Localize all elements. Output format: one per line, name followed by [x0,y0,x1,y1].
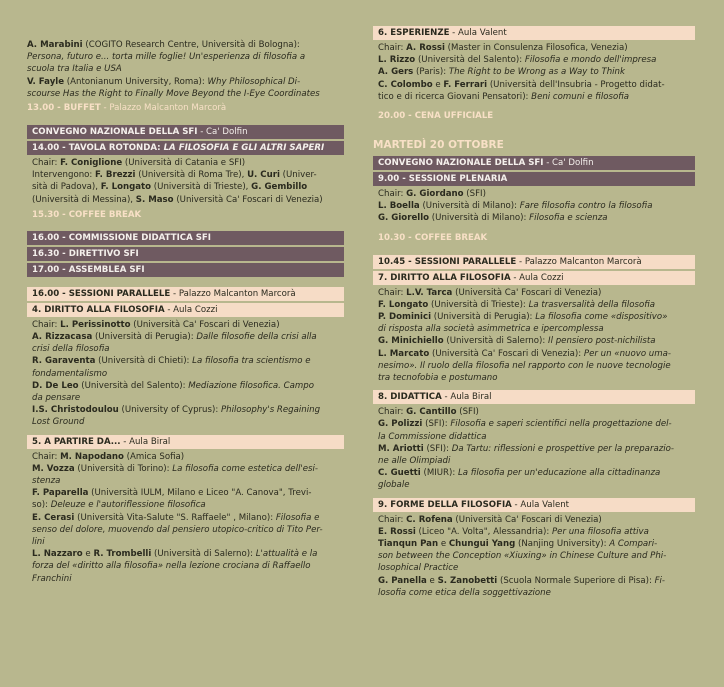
session-7-bar: 7. DIRITTO ALLA FILOSOFIA - Aula Cozzi [373,271,695,287]
sessioni-parallele-bar: 16.00 - SESSIONI PARALLELE - Palazzo Malcanton Marcorà [27,287,344,303]
sessioni-parallele-bar-2: 10.45 - SESSIONI PARALLELE - Palazzo Malcanton Marcorà [373,255,695,271]
commissione-bar: 16.00 - COMMISSIONE DIDATTICA SFI [27,231,344,247]
session-6-body: Chair: A. Rossi (Master in Consulenza Filosofica, Venezia) L. Rizzo (Università del Salento): Filosofia e mondo dell'impresa A. Gers (Paris): The Right to be Wrong as a Way to Think C. Colombo e F. Ferrari (Università dell'Insubria - Progetto didat- tico e di ricerca Giovani Pensatori): Beni comuni e filosofia 20.00 - CENA UFFICIALE [373,42,695,122]
plenaria-bar: 9.00 - SESSIONE PLENARIA [373,172,695,188]
tavola-rotonda-bar: 14.00 - TAVOLA ROTONDA: LA FILOSOFIA E GLI ALTRI SAPERI [27,141,344,157]
right-column [373,0,695,599]
session-6-bar: 6. ESPERIENZE - Aula Valent [373,26,695,42]
convegno-bar: CONVEGNO NAZIONALE DELLA SFI - Ca' Dolfin [27,125,344,141]
session-8-body: Chair: G. Cantillo (SFI) G. Polizzi (SFI): Filosofia e saperi scientifici nella progettazione del- la Commissione didattica M. Ariotti (SFI): Da Tartu: riflessioni e prospettive per la preparazio- ne alle Olimpiadi C. Guetti (MIUR): La filosofia per un'educazione alla cittadinanza globale [378,407,675,491]
convegno-bar-2: CONVEGNO NAZIONALE DELLA SFI - Ca' Dolfin [373,156,695,172]
coffee-break-1: 15.30 - COFFEE BREAK [32,209,142,220]
date-heading: MARTEDÌ 20 OTTOBRE [373,139,504,152]
direttivo-bar: 16.30 - DIRETTIVO SFI [27,247,344,263]
coffee-break-2: 10.30 - COFFEE BREAK [378,232,488,243]
plenaria-body: Chair: G. Giordano (SFI) L. Boella (Università di Milano): Fare filosofia contro la filosofia G. Giorello (Università di Milano): Filosofia e scienza 10.30 - COFFEE BREAK [373,188,695,244]
session-5-body: Chair: M. Napodano (Amica Sofia) M. Vozza (Università di Torino): La filosofia come estetica dell'esi- stenza F. Paparella (Università IULM, Milano e Liceo "A. Canova", Trevi- so): Deleuze e l'autoriflessione filosofica E. Cerasi (Università Vita-Salute "S. Raffaele" , Milano): Filosofia e senso del dolore, muovendo dal pensiero utopico-critico di Tito Per- lini L. Nazzaro e R. Trombelli (Università di Salerno): L'attualità e la forza del «diritto alla filosofia» nella lezione crociana di Raffaello Franchini [32,451,323,584]
buffet: 13.00 - BUFFET - Palazzo Malcanton Marcorà [27,103,227,114]
assemblea-bar: 17.00 - ASSEMBLEA SFI [27,263,344,279]
session-8-bar: 8. DIDATTICA - Aula Biral [373,390,695,406]
talk-marabini: A. Marabini (COGITO Research Centre, Università di Bologna): [27,40,300,50]
session-9-body: Chair: C. Rofena (Università Ca' Foscari di Venezia) E. Rossi (Liceo "A. Volta", Alessandria): Per una filosofia attiva Tianqun Pan e Chungui Yang (Nanjing University): A Compari- son between the Conception «Xiuxing» in Chinese Culture and Phi- losophical Practice G. Panella e S. Zanobetti (Scuola Normale Superiore di Pisa): Fi- losofia come etica della soggettivazione [378,514,667,598]
tavola-rotonda-body: Chair: F. Coniglione (Università di Catania e SFI) Intervengono: F. Brezzi (Università di Roma Tre), U. Curi (Univer- sità di Padova), F. Longato (Università di Trieste), G. Gembillo (Università di Messina), S. Maso (Università Ca' Foscari di Venezia) 15.30 - COFFEE BREAK [27,157,344,221]
left-column: A. Marabini (COGITO Research Centre, Università di Bologna): Persona, futuro e... torta mille foglie! Un'esperienza di filosofia a scuola tra Italia e USA V. Fayle (Antonianum University, Roma): Why Philosophical Di- scourse Has the Right to Finally Move Beyond the I-Eye Coordinates 13.00 - BUFFET - Palazzo Malcanton Marcorà CONVEGNO NAZIONALE DELLA SFI - Ca' Dolfin 14.00 - TAVOLA ROTONDA: LA FILOSOFIA E GLI ALTRI SAPERI Chair: F. Coniglione (Università di Catania e SFI) Intervengono: F. Brezzi (Università di Roma Tre), U. Curi (Univer- sità di Padova), F. Longato (Università di Trieste), G. Gembillo (Università di Messina), S. Maso (Università Ca' Foscari di Venezia) 15.30 - COFFEE BREAK 16.00 - COMMISSIONE DIDATTICA SFI 16.30 - DIRETTIVO SFI 17.00 - ASSEMBLEA SFI 16.00 - SESSIONI PARALLELE - Palazzo Malcanton Marcorà 4. DIRITTO ALLA FILOSOFIA - Aula Cozzi Chair: L. Perissinotto (Università Ca' Foscari di Venezia) A. Rizzacasa (Università di Perugia): Dalle filosofie della crisi alla crisi della filosofia R. Garaventa (Università di Chieti): La filosofia tra scientismo e fondamentalismo D. De Leo (Università del Salento): Mediazione filosofica. Campo da pensare I.S. Christodoulou (University of Cyprus): Philosophy's Regaining Lost Ground 5. A PARTIRE DA... - Aula Biral Chair: M. Napodano (Amica Sofia) M. Vozza (Università di Torino): La filosofia come estetica dell'esi- stenza F. Paparella (Università IULM, Milano e Liceo "A. Canova", Trevi- so): Deleuze e l'autoriflessione filosofica E. Cerasi (Università Vita-Salute "S. Raffaele" , Milano): Filosofia e senso del dolore, muovendo dal pensiero utopico-critico di Tito Per- lini L. Nazzaro e R. Trombelli (Università di Salerno): L'attualità e la forza del «diritto alla filosofia» nella lezione crociana di Raffaello Franchini [27,0,344,585]
session-7-body: Chair: L.V. Tarca (Università Ca' Foscari di Venezia) F. Longato (Università di Trieste): La trasversalità della filosofia P. Dominici (Università di Perugia): La filosofia come «dispositivo» di risposta alla società asimmetrica e ipercomplessa G. Minichiello (Università di Salerno): Il pensiero post-nichilista L. Marcato (Università Ca' Foscari di Venezia): Per un «nuovo uma- nesimo». Il ruolo della filosofia nel rapporto con le nuove tecnologie tra tecnofobia e postumano [378,287,671,384]
session-9-bar: 9. FORME DELLA FILOSOFIA - Aula Valent [373,498,695,514]
session-4-body: Chair: L. Perissinotto (Università Ca' Foscari di Venezia) A. Rizzacasa (Università di Perugia): Dalle filosofie della crisi alla crisi della filosofia R. Garaventa (Università di Chieti): La filosofia tra scientismo e fondamentalismo D. De Leo (Università del Salento): Mediazione filosofica. Campo da pensare I.S. Christodoulou (University of Cyprus): Philosophy's Regaining Lost Ground [32,319,321,428]
talk-fayle: V. Fayle (Antonianum University, Roma): Why Philosophical Di- [27,76,301,87]
cena-ufficiale: 20.00 - CENA UFFICIALE [378,111,494,122]
session-5-bar: 5. A PARTIRE DA... - Aula Biral [27,435,344,451]
session-4-bar: 4. DIRITTO ALLA FILOSOFIA - Aula Cozzi [27,303,344,319]
